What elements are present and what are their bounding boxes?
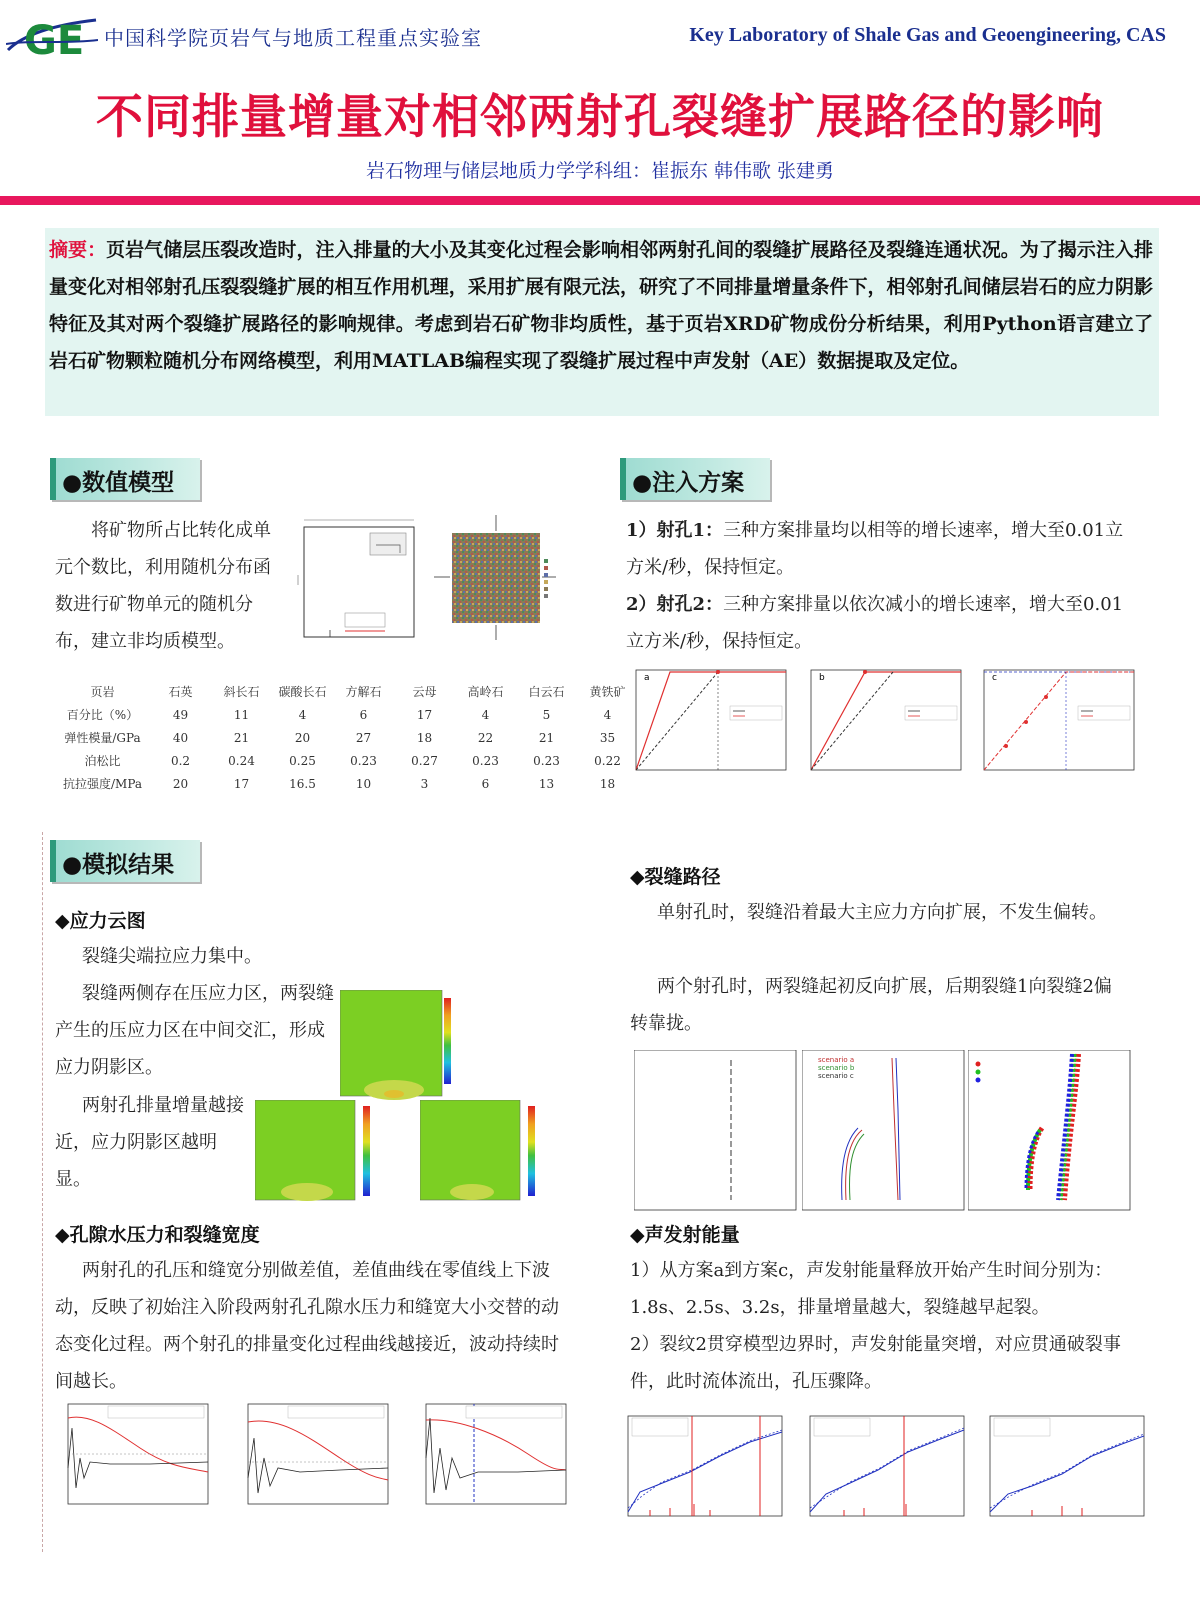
legend-scenario-a: scenario a [818,1056,855,1064]
fracture-path-heading: ◆裂缝路径 [630,866,721,888]
table-cell: 百分比（%） [66,708,139,722]
table-row [55,772,638,795]
table-row [55,703,638,726]
header-divider [0,196,1200,205]
fracture-path-ae-locations [968,1050,1132,1212]
table-cell: 弹性模量/GPa [64,731,141,745]
section-injection-scheme: ●注入方案 [620,458,770,500]
stress-contour-plot-b [255,1100,420,1210]
table-cell: 6 [481,776,490,791]
table-row [55,726,638,749]
section-numerical-model: ●数值模型 [50,458,200,500]
legend-scenario-b: scenario b [818,1064,855,1072]
fracture-path-text-2: 两个射孔时，两裂缝起初反向扩展，后期裂缝1向裂缝2偏转靠拢。 [630,976,1112,1034]
fracture-path-single [634,1050,798,1212]
column-divider [42,832,43,1552]
mineral-properties-table [55,680,638,795]
table-cell: 0.23 [350,753,377,768]
table-cell: 20 [172,776,189,791]
table-cell: 5 [542,707,551,722]
table-header-cell: 云母 [412,685,437,699]
stress-contour-plot-c [420,1100,585,1210]
injection-item-2 [626,586,1136,660]
table-header-cell: 页岩 [90,685,115,699]
table-header-row [55,680,638,703]
legend-scenario-c: scenario c [818,1072,854,1080]
stress-text-2: 裂缝两侧存在压应力区，两裂缝产生的压应力区在中间交汇，形成应力阴影区。 [55,983,334,1078]
table-cell: 4 [603,707,612,722]
table-cell: 13 [538,776,555,791]
table-cell: 17 [233,776,250,791]
table-cell: 6 [359,707,368,722]
table-header-cell: 方解石 [345,685,382,699]
table-cell: 27 [355,730,372,745]
fracture-path-text-1: 单射孔时，裂缝沿着最大主应力方向扩展，不发生偏转。 [657,902,1107,923]
acoustic-emission-text-1: 1）从方案a到方案c，声发射能量释放开始产生时间分别为：1.8s、2.5s、3.2s，排量增量越大，裂缝越早起裂。 [630,1260,1113,1318]
table-cell: 49 [172,707,189,722]
injection-item-1-text: 三种方案排量均以相等的增长速率，增大至0.01立方米/秒，保持恒定。 [626,520,1124,578]
table-header-cell: 石英 [168,685,193,699]
acoustic-emission-text-2: 2）裂纹2贯穿模型边界时，声发射能量突增，对应贯通破裂事件，此时流体流出，孔压骤降。 [630,1334,1121,1392]
table-cell: 4 [481,707,490,722]
table-cell: 10 [355,776,372,791]
table-cell: 22 [477,730,494,745]
numerical-model-text: 将矿物所占比转化成单元个数比，利用随机分布函数进行矿物单元的随机分布，建立非均质模型。 [55,520,271,652]
injection-item-2-text: 三种方案排量以依次减小的增长速率，增大至0.01立方米/秒，保持恒定。 [626,594,1124,652]
injection-rate-plot-b [795,664,965,786]
table-cell: 0.2 [170,753,191,768]
abstract-box [45,228,1159,416]
abstract-text: 页岩气储层压裂改造时，注入排量的大小及其变化过程会影响相邻两射孔间的裂缝扩展路径及裂缝连通状况。为了揭示注入排量变化对相邻射孔压裂裂缝扩展的相互作用机理，采用扩展有限元法，研究了不同排量增量条件下，相邻射孔间储层岩石的应力阴影特征及其对两个裂缝扩展路径的影响规律。考虑到岩石矿物非均质性，基于页岩XRD矿物成份分析结果，利用Python语言建立了岩石矿物颗粒随机分布网络模型，利用MATLAB编程实现了裂缝扩展过程中声发射（AE）数据提取及定位。 [49,239,1153,372]
authors: 岩石物理与储层地质力学学科组：崔振东 韩伟歌 张建勇 [365,160,835,182]
table-cell: 40 [172,730,189,745]
stress-cloud-heading: ◆应力云图 [55,910,146,932]
table-cell: 16.5 [289,776,316,791]
table-cell: 18 [599,776,616,791]
table-cell: 20 [294,730,311,745]
lab-logo [6,10,98,62]
table-cell: 3 [420,776,429,791]
table-cell: 18 [416,730,433,745]
abstract-label: 摘要： [49,239,107,261]
table-header-cell: 黄铁矿 [589,685,626,699]
table-cell: 21 [538,730,555,745]
ae-energy-plot-a [610,1412,790,1534]
stress-text-1: 裂缝尖端拉应力集中。 [82,946,262,967]
table-cell: 0.23 [472,753,499,768]
ae-energy-plot-c [972,1412,1152,1534]
injection-item-2-label: 2）射孔2： [626,594,724,615]
table-cell: 35 [599,730,616,745]
table-header-cell: 白云石 [528,685,565,699]
mineral-distribution-map [432,515,582,640]
pore-pressure-plot-a [50,1398,226,1528]
model-schematic-figure [290,515,430,650]
table-cell: 0.27 [411,753,438,768]
table-row [55,749,638,772]
pore-pressure-heading: ◆孔隙水压力和裂缝宽度 [55,1224,260,1246]
table-cell: 11 [233,707,250,722]
table-cell: 17 [416,707,433,722]
table-cell: 4 [298,707,307,722]
stress-contour-plot-a [340,990,500,1102]
panel-label: c [992,673,997,683]
table-cell: 21 [233,730,250,745]
table-header-cell: 碳酸长石 [278,685,327,699]
injection-rate-plot-c [968,664,1146,786]
table-cell: 泊松比 [84,754,121,768]
table-header-cell: 斜长石 [223,685,260,699]
poster-title: 不同排量增量对相邻两射孔裂缝扩展路径的影响 [96,90,1104,145]
table-cell: 0.24 [228,753,255,768]
table-header-cell: 高岭石 [467,685,504,699]
pore-pressure-plot-b [230,1398,406,1528]
stress-text-3: 两射孔排量增量越接近，应力阴影区越明显。 [55,1095,244,1190]
acoustic-emission-heading: ◆声发射能量 [630,1224,740,1246]
pore-pressure-plot-c [408,1398,584,1528]
ae-energy-plot-b [792,1412,972,1534]
panel-label: a [644,673,650,683]
logo-text: GE [24,18,85,62]
table-cell: 0.22 [594,753,621,768]
pore-pressure-text: 两射孔的孔压和缝宽分别做差值，差值曲线在零值线上下波动，反映了初始注入阶段两射孔孔隙水压力和缝宽大小交替的动态变化过程。两个射孔的排量变化过程曲线越接近，波动持续时间越长。 [55,1260,559,1392]
injection-item-1 [626,512,1136,586]
injection-rate-plot-a [620,664,790,786]
lab-name-english: Key Laboratory of Shale Gas and Geoengineering, CAS [689,24,1166,46]
panel-label: b [819,673,825,683]
lab-name-chinese: 中国科学院页岩气与地质工程重点实验室 [104,26,482,50]
table-cell: 抗拉强度/MPa [62,777,143,791]
injection-item-1-label: 1）射孔1： [626,520,724,541]
section-simulation-results: ●模拟结果 [50,840,200,882]
fracture-path-two-perforations [802,1050,966,1212]
table-cell: 0.25 [289,753,316,768]
table-cell: 0.23 [533,753,560,768]
